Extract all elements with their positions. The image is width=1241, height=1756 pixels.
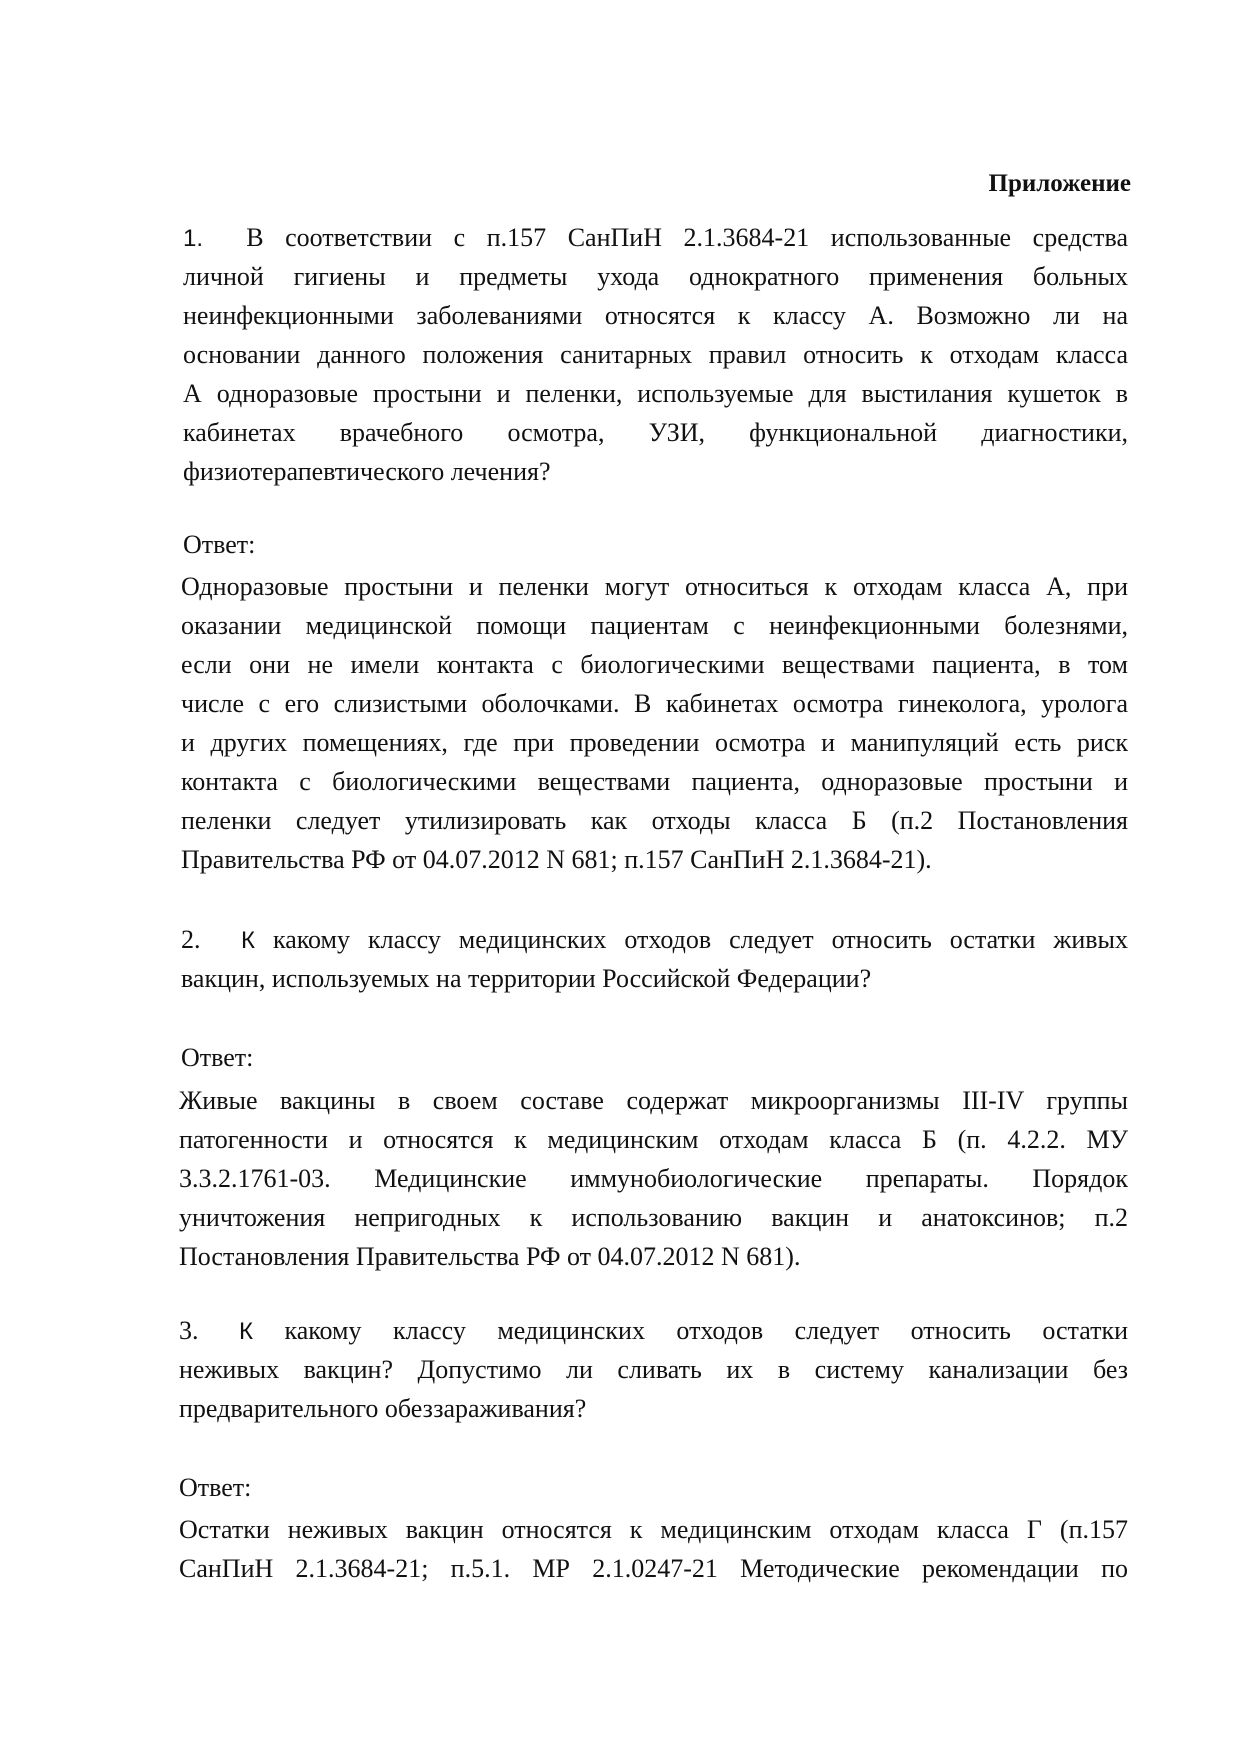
question-1-line [183,218,1128,257]
answer-3 [179,1510,1128,1588]
question-1-line: А одноразовые простыни и пеленки, используемые для выстилания кушеток в [183,379,1128,408]
answer-1-label: Ответ: [183,530,256,559]
answer-2-label: Ответ: [181,1043,254,1072]
answer-1-line: числе с его слизистыми оболочками. В кабинетах осмотра гинеколога, уролога [181,689,1128,718]
question-3-number: 3. [179,1316,199,1345]
answer-1-line: если они не имели контакта с биологическими веществами пациента, в том [181,650,1128,679]
question-3-line-text: какому классу медицинских отходов следует относить остатки [284,1316,1128,1345]
answer-2 [179,1081,1128,1276]
question-2 [181,920,1128,998]
question-1 [183,218,1128,491]
appendix-heading: Приложение [988,170,1131,197]
question-1-line-text: В соответствии с п.157 СанПиН 2.1.3684-21 использованные средства [246,223,1129,252]
question-3-line: предварительного обеззараживания? [179,1394,587,1423]
question-1-line: кабинетах врачебного осмотра, УЗИ, функциональной диагностики, [183,418,1128,447]
question-1-line: личной гигиены и предметы ухода однократного применения больных [183,262,1128,291]
question-2-line-text: какому классу медицинских отходов следует относить остатки живых [272,925,1129,954]
answer-3-label: Ответ: [179,1473,252,1502]
question-3 [179,1311,1128,1428]
answer-1-line: и других помещениях, где при проведении осмотра и манипуляций есть риск [181,728,1128,757]
answer-2-line: 3.3.2.1761-03. Медицинские иммунобиологические препараты. Порядок [179,1164,1128,1193]
answer-2-line: Постановления Правительства РФ от 04.07.2012 N 681). [179,1242,801,1271]
question-1-line: основании данного положения санитарных правил относить к отходам класса [183,340,1128,369]
answer-1-line: Одноразовые простыни и пеленки могут относиться к отходам класса А, при [181,572,1128,601]
answer-1-line: контакта с биологическими веществами пациента, одноразовые простыни и [181,767,1128,796]
question-1-line: неинфекционными заболеваниями относятся к классу А. Возможно ли на [183,301,1128,330]
question-2-line: вакцин, используемых на территории Российской Федерации? [181,964,872,993]
question-3-line: неживых вакцин? Допустимо ли сливать их в систему канализации без [179,1355,1128,1384]
question-1-line: физиотерапевтического лечения? [183,457,551,486]
answer-1-line: оказании медицинской помощи пациентам с неинфекционными болезнями, [181,611,1128,640]
question-2-first-word: К [241,927,255,954]
question-1-number: 1. [183,225,204,252]
answer-2-line: патогенности и относятся к медицинским отходам класса Б (п. 4.2.2. МУ [179,1125,1128,1154]
answer-3-line: Остатки неживых вакцин относятся к медицинским отходам класса Г (п.157 [179,1515,1128,1544]
answer-2-line: Живые вакцины в своем составе содержат микроорганизмы III-IV группы [179,1086,1128,1115]
answer-2-line: уничтожения непригодных к использованию вакцин и анатоксинов; п.2 [179,1203,1128,1232]
question-3-line [179,1311,1128,1350]
answer-1-line: Правительства РФ от 04.07.2012 N 681; п.157 СанПиН 2.1.3684-21). [181,845,932,874]
answer-1-line: пеленки следует утилизировать как отходы класса Б (п.2 Постановления [181,806,1128,835]
answer-1 [181,567,1128,879]
question-2-number: 2. [181,925,201,954]
answer-3-line: СанПиН 2.1.3684-21; п.5.1. МР 2.1.0247-21 Методические рекомендации по [179,1554,1128,1583]
question-2-line [181,920,1128,959]
question-3-first-word: К [239,1318,253,1345]
